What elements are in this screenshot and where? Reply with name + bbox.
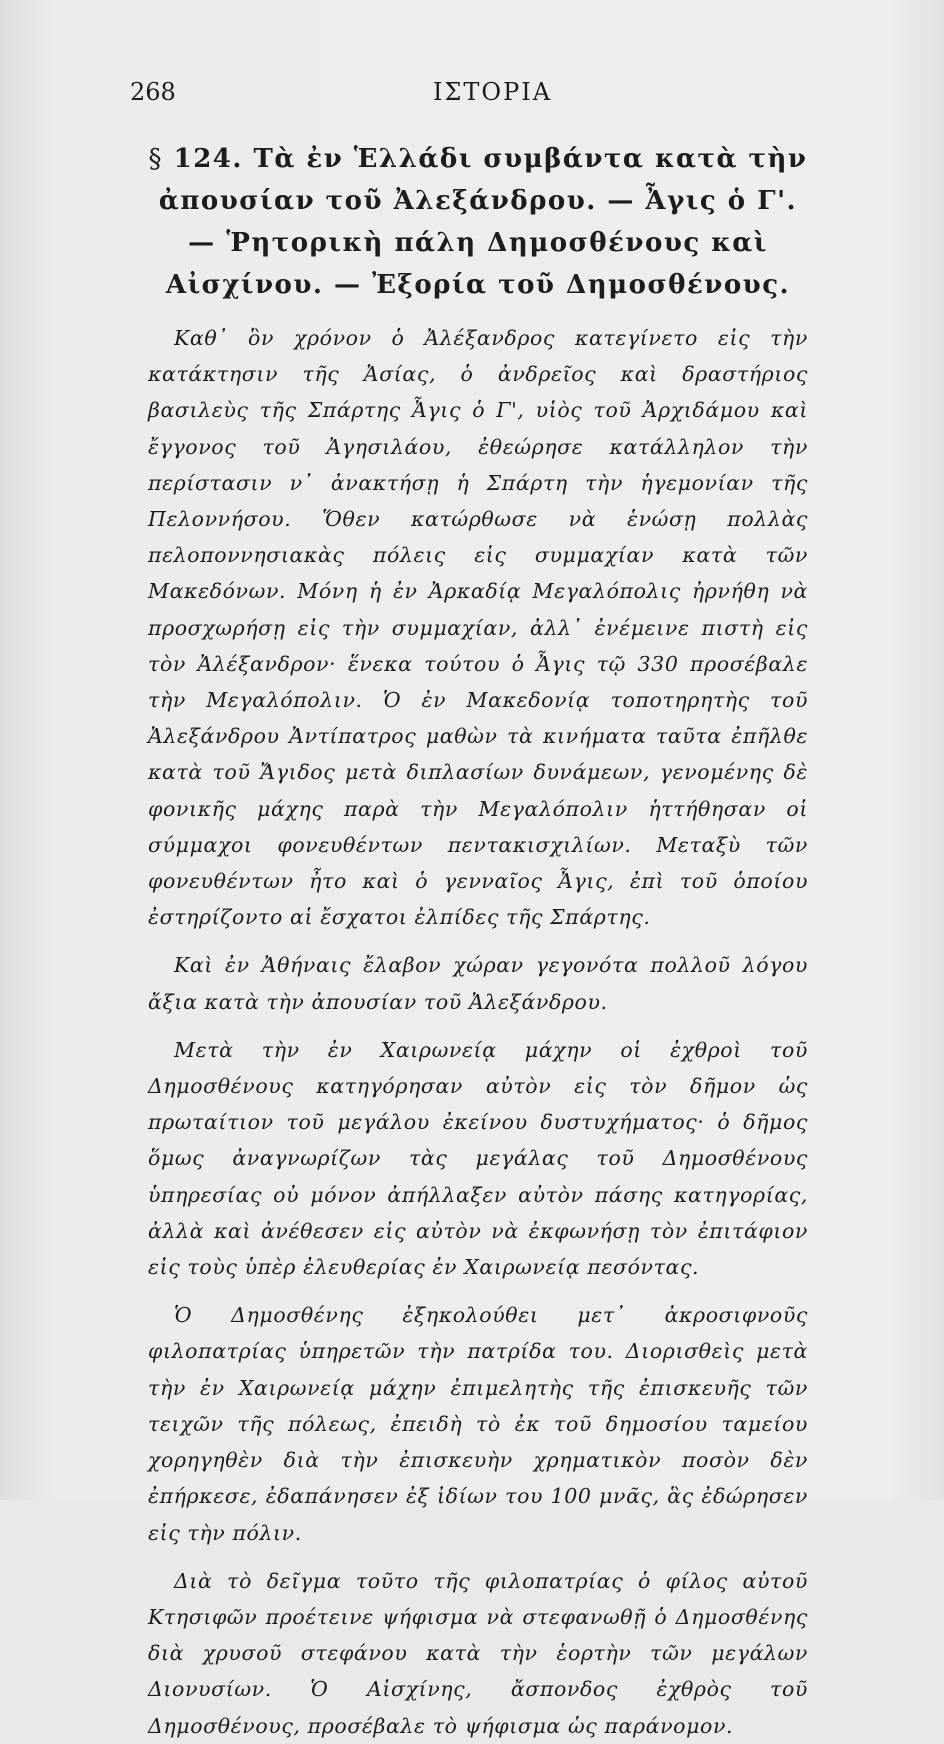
- section-title: 124. Τὰ ἐν Ἑλλάδι συμβάντα κατὰ τὴν ἀπουσίαν τοῦ Ἀλεξάνδρου. — Ἆγις ὁ Γ'. — Ῥητορικὴ πάλη Δημοσθένους καὶ Αἰσχίνου. — Ἐξορία τοῦ Δημοσθένους.: [158, 144, 808, 300]
- section-sign: §: [148, 144, 164, 174]
- section-heading: [148, 138, 808, 306]
- paragraph-demosthenes-service: Ὁ Δημοσθένης ἐξηκολούθει μετ᾿ ἀκροσιφνοῦς φιλοπατρίας ὑπηρετῶν τὴν πατρίδα του. Διορισθεὶς μετὰ τὴν ἐν Χαιρωνείᾳ μάχην ἐπιμελητὴς τῆς ἐπισκευῆς τῶν τειχῶν τῆς πόλεως, ἐπειδὴ τὸ ἐκ τοῦ δημοσίου ταμείου χορηγηθὲν διὰ τὴν ἐπισκευὴν χρηματικὸν ποσὸν δὲν ἐπήρκεσε, ἐδαπάνησεν ἐξ ἰδίων του 100 μνᾶς, ἃς ἐδώρησεν εἰς τὴν πόλιν.: [148, 1303, 808, 1545]
- paragraph-agis: Καθ᾿ ὃν χρόνον ὁ Ἀλέξανδρος κατεγίνετο εἰς τὴν κατάκτησιν τῆς Ἀσίας, ὁ ἀνδρεῖος καὶ δραστήριος βασιλεὺς τῆς Σπάρτης Ἆγις ὁ Γ', υἱὸς τοῦ Ἀρχιδάμου καὶ ἔγγονος τοῦ Ἀγησιλάου, ἐθεώρησε κατάλληλον τὴν περίστασιν ν᾿ ἀνακτήσῃ ἡ Σπάρτη τὴν ἡγεμονίαν τῆς Πελοννήσου. Ὅθεν κατώρθωσε νὰ ἑνώσῃ πολλὰς πελοποννησιακὰς πόλεις εἰς συμμαχίαν κατὰ τῶν Μακεδόνων. Μόνη ἡ ἐν Ἀρκαδίᾳ Μεγαλόπολις ἠρνήθη νὰ προσχωρήσῃ εἰς τὴν συμμαχίαν, ἀλλ᾿ ἐνέμεινε πιστὴ εἰς τὸν Ἀλέξανδρον· ἕνεκα τούτου ὁ Ἆγις τῷ 330 προσέβαλε τὴν Μεγαλόπολιν. Ὁ ἐν Μακεδονίᾳ τοποτηρητὴς τοῦ Ἀλεξάνδρου Ἀντίπατρος μαθὼν τὰ κινήματα ταῦτα ἐπῆλθε κατὰ τοῦ Ἄγιδος μετὰ διπλασίων δυνάμεων, γενομένης δὲ φονικῆς μάχης παρὰ τὴν Μεγαλόπολιν ἡττήθησαν οἱ σύμμαχοι φονευθέντων πεντακισχιλίων. Μεταξὺ τῶν φονευθέντων ἦτο καὶ ὁ γενναῖος Ἆγις, ἐπὶ τοῦ ὁποίου ἐστηρίζοντο αἱ ἔσχατοι ἐλπίδες τῆς Σπάρτης.: [148, 326, 808, 930]
- body-text: [148, 320, 808, 1744]
- page-number: 268: [130, 78, 176, 106]
- paragraph-ctesiphon-decree: Διὰ τὸ δεῖγμα τοῦτο τῆς φιλοπατρίας ὁ φίλος αὐτοῦ Κτησιφῶν προέτεινε ψήφισμα νὰ στεφανωθῇ ὁ Δημοσθένης διὰ χρυσοῦ στεφάνου κατὰ τὴν ἑορτὴν τῶν μεγάλων Διονυσίων. Ὁ Αἰσχίνης, ἄσπονδος ἐχθρὸς τοῦ Δημοσθένους, προσέβαλε τὸ ψήφισμα ὡς παράνομον.: [148, 1568, 808, 1738]
- page-header: [130, 78, 825, 112]
- running-title: ΙΣΤΟΡΙΑ: [432, 78, 553, 106]
- paragraph-athens-events: Καὶ ἐν Ἀθήναις ἔλαβον χώραν γεγονότα πολλοῦ λόγου ἄξια κατὰ τὴν ἀπουσίαν τοῦ Ἀλεξάνδρου.: [148, 953, 808, 1014]
- paragraph-chaeronea-accusation: Μετὰ τὴν ἐν Χαιρωνείᾳ μάχην οἱ ἐχθροὶ τοῦ Δημοσθένους κατηγόρησαν αὐτὸν εἰς τὸν δῆμον ὡς πρωταίτιον τοῦ μεγάλου ἐκείνου δυστυχήματος· ὁ δῆμος ὅμως ἀναγνωρίζων τὰς μεγάλας τοῦ Δημοσθένους ὑπηρεσίας οὐ μόνον ἀπήλλαξεν αὐτὸν πάσης κατηγορίας, ἀλλὰ καὶ ἀνέθεσεν εἰς αὐτὸν νὰ ἐκφωνήσῃ τὸν ἐπιτάφιον εἰς τοὺς ὑπὲρ ἐλευθερίας ἐν Χαιρωνείᾳ πεσόντας.: [148, 1037, 808, 1280]
